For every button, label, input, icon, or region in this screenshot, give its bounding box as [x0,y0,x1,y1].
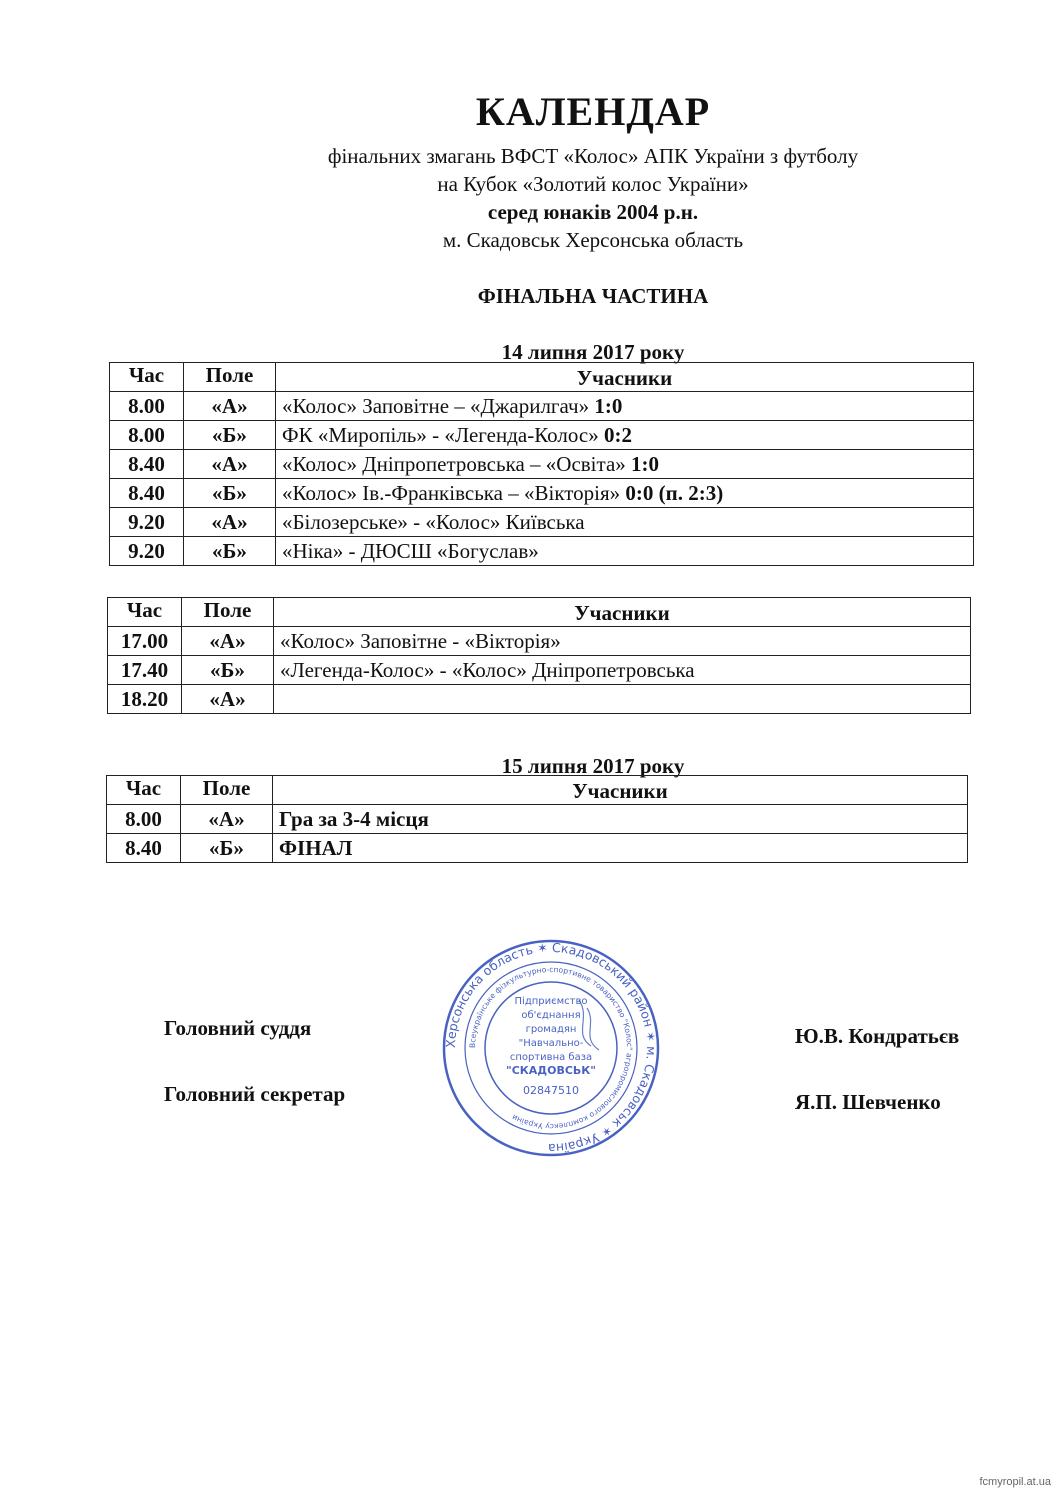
cell-time: 8.00 [110,392,184,421]
header-participants: Учасники [273,776,968,805]
stamp-center-line: "Навчально- [518,1038,584,1049]
cell-participants [276,537,974,566]
cell-time: 8.40 [107,834,181,863]
stamp-center-line: громадян [525,1024,577,1035]
table-row [108,656,971,685]
match-teams: «Колос» Дніпропетровська – «Освіта» [282,451,626,476]
header-field: Поле [182,598,274,627]
table-row [110,479,974,508]
watermark-text: fcmyropil.at.ua [979,1476,1051,1488]
chief-secretary-name: Я.П. Шевченко [795,1090,941,1114]
match-teams: «Білозерське» - «Колос» Київська [282,509,585,534]
table-row [110,421,974,450]
cell-time: 18.20 [108,685,182,714]
official-stamp [441,938,661,1158]
match-teams: «Ніка» - ДЮСШ «Богуслав» [282,538,539,563]
stamp-ring-text: Всеукраїнське фізкультурно-спортивне товариство "Колос" агропромислового комплексу України [467,964,635,1132]
section-heading: ФІНАЛЬНА ЧАСТИНА [477,284,709,308]
table-row [110,450,974,479]
header-time: Час [108,598,182,627]
table-row [107,834,968,863]
subtitle-line-1: фінальних змагань ВФСТ «Колос» АПК України з футболу [327,144,859,168]
match-teams: «Колос» Заповітне – «Джарилгач» [282,393,590,418]
cell-field: «А» [184,508,276,537]
table-row [107,805,968,834]
header-field: Поле [181,776,273,805]
cell-participants: ФІНАЛ [273,834,968,863]
cell-time: 8.00 [107,805,181,834]
header-participants: Учасники [276,363,974,392]
cell-field: «А» [184,392,276,421]
cell-time: 17.40 [108,656,182,685]
stamp-code: 02847510 [523,1084,579,1097]
date-heading-day2: 15 липня 2017 року [501,754,685,778]
cell-participants [276,450,974,479]
schedule-table-day2 [106,775,968,863]
document-title: КАЛЕНДАР [475,89,711,134]
stamp-outer-text: Херсонська область ✶ Скадовський район ✶ м. Скадовськ ✶ Україна [442,939,660,1157]
cell-participants: «Легенда-Колос» - «Колос» Дніпропетровська [274,656,971,685]
table-header-row [107,776,968,805]
subtitle-line-3: серед юнаків 2004 р.н. [487,200,699,224]
match-score: 0:2 [603,422,632,447]
cell-participants [274,685,971,714]
cell-participants [276,421,974,450]
cell-field: «Б» [184,421,276,450]
cell-time: 9.20 [110,537,184,566]
cell-field: «А» [184,450,276,479]
subtitle-line-4: м. Скадовськ Херсонська область [442,228,744,252]
chief-judge-label: Головний суддя [164,1016,312,1040]
cell-field: «Б» [184,537,276,566]
date-heading-day1: 14 липня 2017 року [501,340,685,364]
schedule-table-day1 [109,362,974,566]
match-score: 1:0 [594,393,623,418]
stamp-center-line: об'єднання [521,1010,581,1021]
cell-field: «А» [181,805,273,834]
cell-time: 8.00 [110,421,184,450]
stamp-center-line: спортивна база [509,1052,593,1063]
header-participants: Учасники [274,598,971,627]
table-row [110,392,974,421]
subtitle-line-2: на Кубок «Золотий колос України» [437,172,749,196]
cell-participants [276,508,974,537]
cell-field: «А» [182,685,274,714]
schedule-table-day1-evening [107,597,971,714]
cell-field: «Б» [182,656,274,685]
header-field: Поле [184,363,276,392]
table-row [108,685,971,714]
table-row [110,508,974,537]
chief-secretary-label: Головний секретар [164,1082,346,1106]
cell-field: «Б» [184,479,276,508]
match-teams: «Колос» Ів.-Франківська – «Вікторія» [282,480,621,505]
cell-time: 8.40 [110,479,184,508]
cell-participants: «Колос» Заповітне - «Вікторія» [274,627,971,656]
match-score: 1:0 [631,451,660,476]
header-time: Час [107,776,181,805]
chief-judge-name: Ю.В. Кондратьєв [795,1024,960,1048]
cell-field: «Б» [181,834,273,863]
cell-participants [276,392,974,421]
cell-participants [276,479,974,508]
stamp-center-line: "СКАДОВСЬК" [505,1064,597,1077]
match-teams: ФК «Миропіль» - «Легенда-Колос» [282,422,599,447]
cell-time: 17.00 [108,627,182,656]
table-row [108,627,971,656]
cell-time: 9.20 [110,508,184,537]
cell-time: 8.40 [110,450,184,479]
table-header-row [110,363,974,392]
table-row [110,537,974,566]
header-time: Час [110,363,184,392]
stamp-center-line: Підприємство [514,996,588,1007]
match-score: 0:0 (п. 2:3) [625,480,724,505]
table-header-row [108,598,971,627]
cell-field: «А» [182,627,274,656]
cell-participants: Гра за 3-4 місця [273,805,968,834]
